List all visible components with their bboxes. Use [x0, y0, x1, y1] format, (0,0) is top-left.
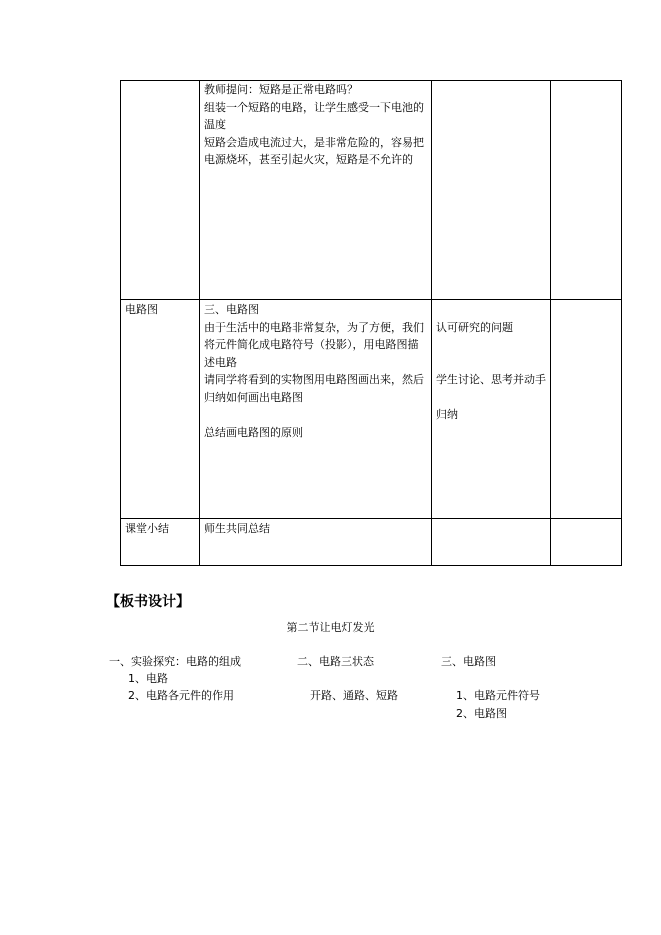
- column-divider: [199, 80, 200, 566]
- row2-student: 认可研究的问题 学生讨论、思考并动手 归纳: [436, 320, 546, 421]
- board-col3-head: 三、电路图: [441, 655, 496, 668]
- row-divider: [120, 518, 622, 519]
- row2-content: 三、电路图 由于生活中的电路非常复杂，为了方便，我们将元件简化成电路符号（投影），用电路图描述电路 请同学将看到的实物图用电路图画出来，然后归纳如何画出电路图 总结画电路图的原则: [204, 303, 424, 439]
- board-col1-item2: 2、电路各元件的作用: [128, 689, 234, 702]
- column-divider: [431, 80, 432, 566]
- column-divider: [550, 80, 551, 566]
- row2-label: 电路图: [125, 303, 158, 316]
- table-border-right: [621, 80, 622, 566]
- lesson-table: [120, 80, 622, 566]
- table-border-bottom: [120, 565, 622, 566]
- board-col2-head: 二、电路三状态: [297, 655, 374, 668]
- row3-label: 课堂小结: [125, 522, 169, 535]
- row1-content: 教师提问：短路是正常电路吗？ 组装一个短路的电路，让学生感受一下电池的温度 短路会造成电流过大，是非常危险的，容易把电源烧坏，甚至引起火灾，短路是不允许的: [204, 83, 424, 166]
- board-col2-item1: 开路、通路、短路: [310, 689, 398, 702]
- board-col3-item2: 2、电路图: [456, 707, 507, 720]
- board-design-heading: 【板书设计】: [106, 594, 190, 610]
- row3-content: 师生共同总结: [204, 522, 270, 535]
- row-divider: [120, 299, 622, 300]
- table-border-left: [120, 80, 121, 566]
- board-title: 第二节让电灯发光: [286, 621, 375, 634]
- board-col3-item1: 1、电路元件符号: [456, 689, 540, 702]
- board-col1-head: 一、实验探究：电路的组成: [109, 655, 241, 668]
- board-col1-item1: 1、电路: [128, 672, 168, 685]
